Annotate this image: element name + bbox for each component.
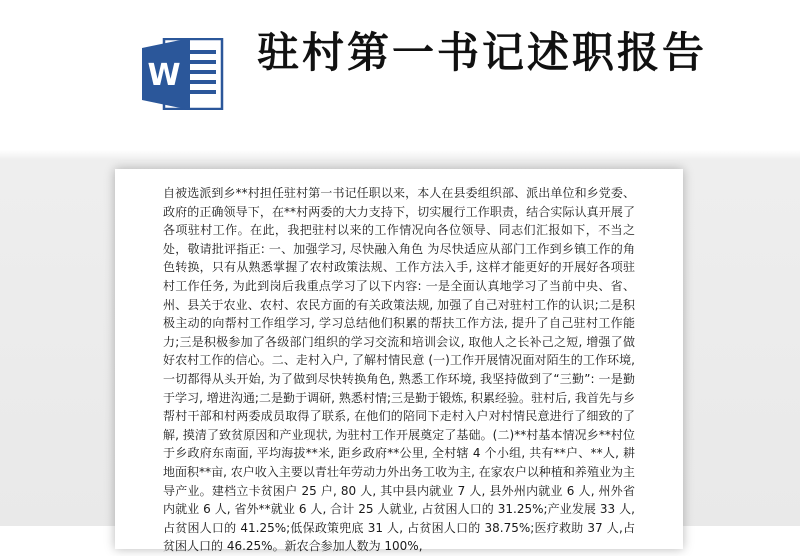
word-icon-letter: W <box>147 58 181 93</box>
word-document-icon <box>142 38 224 110</box>
document-title: 驻村第一书记述职报告 <box>257 28 708 77</box>
document-body-text: 自被选派到乡**村担任驻村第一书记任职以来，本人在县委组织部、派出单位和乡党委、政府的正确领导下，在**村两委的大力支持下，切实履行工作职责，结合实际认真开展了各项驻村工作。在此，我把驻村以来的工作情况向各位领导、同志们汇报如下，不当之处，敬请批评指正: 一、加强学习, 尽快融入角色 为尽快适应从部门工作到乡镇工作的角色转换，只有从熟悉掌握了农村政策法规、工作方法入手, 这样才能更好的开展好各项驻村工作任务, 为此到岗后我重点学习了以下内容: 一是全面认真地学习了当前中央、省、州、县关于农业、农村、农民方面的有关政策法规, 加强了自己对驻村工作的认识;二是积极主动的向帮村工作组学习, 学习总结他们积累的帮扶工作方法, 提升了自己驻村工作能力;三是积极参加了各级部门组织的学习交流和培训会议, 取他人之长补己之短, 增强了做好农村工作的信心。二、走村入户, 了解村情民意 (一)工作开展情况面对陌生的工作环境, 一切都得从头开始, 为了做到尽快转换角色, 熟悉工作环境, 我坚持做到了“三勤”: 一是勤于学习, 增进沟通;二是勤于调研, 熟悉村情;三是勤于锻炼, 积累经验。驻村后, 我首先与乡帮村干部和村两委成员取得了联系, 在他们的陪同下走村入户对村情民意进行了细致的了解, 摸清了致贫原因和产业现状, 为驻村工作开展奠定了基础。(二)**村基本情况乡**村位于乡政府东南面, 平均海拔**米, 距乡政府**公里, 全村辖 4 个小组, 共有**户、**人, 耕地面积**亩, 农户收入主要以青壮年劳动力外出务工收为主, 在家农户以种植和养殖业为主导产业。建档立卡贫困户 25 户, 80 人, 其中县内就业 7 人, 县外州内就业 6 人, 州外省内就业 6 人, 省外**就业 6 人, 合计 25 人就业, 占贫困人口的 31.25%;产业发展 33 人, 占贫困人口的 41.25%;低保政策兜底 31 人, 占贫困人口的 38.75%;医疗救助 37 人,占贫困人口的 46.25%。新农合参加人数为 100%, <box>163 186 635 554</box>
document-page <box>115 169 683 554</box>
